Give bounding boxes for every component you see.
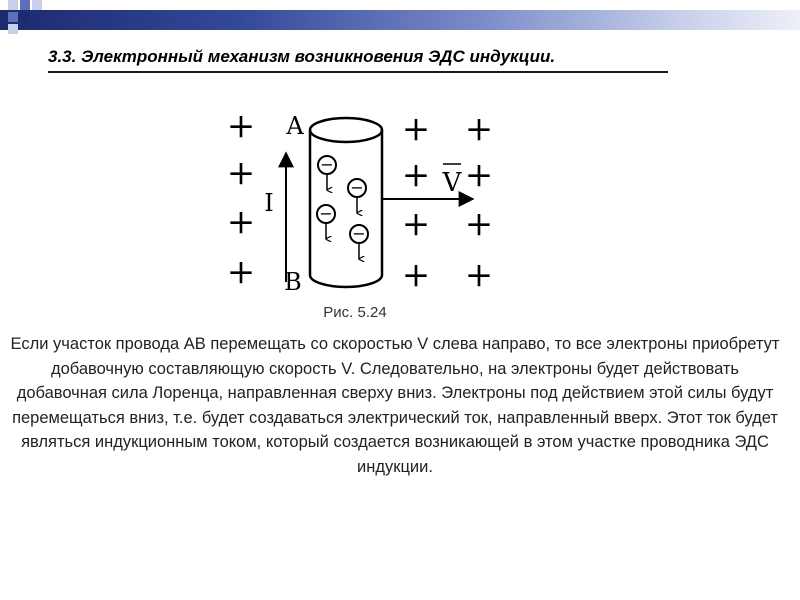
- header-square: [8, 12, 18, 22]
- header-square: [8, 24, 18, 34]
- header-square: [8, 0, 18, 10]
- plus-sign: +: [226, 202, 256, 242]
- plus-sign: +: [464, 155, 494, 195]
- plus-sign: +: [464, 255, 494, 295]
- header-square: [20, 0, 30, 10]
- plus-sign: +: [401, 109, 431, 149]
- header-square: [32, 0, 42, 10]
- svg-text:−: −: [320, 155, 334, 174]
- figure-diagram: [215, 100, 515, 305]
- header-band: [0, 0, 800, 40]
- plus-sign: +: [226, 106, 256, 146]
- electron: [318, 155, 336, 190]
- svg-text:−: −: [352, 224, 366, 243]
- svg-text:−: −: [319, 204, 333, 223]
- velocity-label: V: [442, 168, 462, 198]
- plus-sign: +: [226, 153, 256, 193]
- electron: [350, 224, 368, 259]
- conductor-cylinder: [310, 118, 382, 287]
- figure-caption: Рис. 5.24: [323, 304, 387, 321]
- point-b-label: B: [284, 268, 302, 296]
- current-label: I: [264, 189, 274, 217]
- point-a-label: A: [286, 112, 304, 140]
- plus-sign: +: [401, 155, 431, 195]
- electron: [348, 178, 366, 213]
- electron: [317, 204, 335, 239]
- page-title: 3.3. Электронный механизм возникновения ЭДС индукции.: [48, 47, 668, 73]
- header-square: [20, 12, 30, 22]
- plus-sign: +: [464, 109, 494, 149]
- plus-sign: +: [226, 252, 256, 292]
- plus-sign: +: [464, 204, 494, 244]
- plus-sign: +: [401, 204, 431, 244]
- svg-text:−: −: [350, 178, 364, 197]
- header-gradient-bar: [0, 10, 800, 30]
- body-paragraph: Если участок провода АВ перемещать со скоростью V слева направо, то все электроны приобретут добавочную составляющую скорость V. Следовательно, на электроны будет действовать добавочная сила Лоренца, направленная сверху вниз. Электроны под действием этой силы будут перемещаться вниз, т.е. будет создаваться электрический ток, направленный вверх. Этот ток будет являться индукционным током, который создается возникающей в этом участке проводника ЭДС индукции.: [10, 335, 780, 476]
- plus-sign: +: [401, 255, 431, 295]
